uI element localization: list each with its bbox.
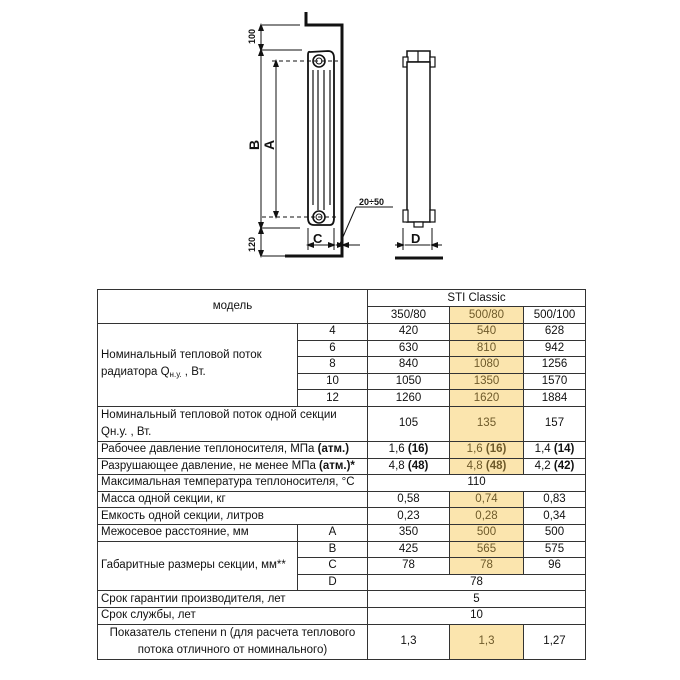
gap-label: 20÷50 — [359, 197, 384, 207]
cell: 96 — [524, 558, 586, 575]
axis-distance-label: Межосевое расстояние, мм — [98, 524, 298, 541]
dim-a-label: A — [261, 139, 277, 150]
cell: 1570 — [524, 373, 586, 390]
dim-d-label: D — [411, 231, 421, 246]
cell: 575 — [524, 541, 586, 558]
sections-count: 8 — [298, 357, 368, 374]
cell: 1050 — [368, 373, 450, 390]
table-row — [98, 458, 586, 475]
sections-count: 12 — [298, 390, 368, 407]
dim-100-label: 100 — [247, 28, 257, 44]
radiator-front-view — [308, 51, 334, 225]
dim-120-label: 120 — [247, 236, 257, 252]
cell: 1350 — [450, 373, 524, 390]
service-life-label: Срок службы, лет — [98, 607, 368, 624]
cell: 1,27 — [524, 624, 586, 659]
table-row — [98, 324, 586, 341]
cell: 565 — [450, 541, 524, 558]
cell: 0,28 — [450, 508, 524, 525]
cell: 1,6 (16) — [368, 441, 450, 458]
table-row — [98, 508, 586, 525]
model-500-100: 500/100 — [524, 307, 586, 324]
table-row — [98, 441, 586, 458]
sections-count: 4 — [298, 324, 368, 341]
volume-label: Емкость одной секции, литров — [98, 508, 368, 525]
cell: 630 — [368, 340, 450, 357]
header-row — [98, 290, 586, 307]
table-row — [98, 541, 586, 558]
burst-pressure-label: Разрушающее давление, не менее МПа (атм.)* — [98, 458, 368, 475]
cell: 0,34 — [524, 508, 586, 525]
cell: 540 — [450, 324, 524, 341]
cell: 840 — [368, 357, 450, 374]
cell: 1884 — [524, 390, 586, 407]
cell: 350 — [368, 524, 450, 541]
cell: 78 — [450, 558, 524, 575]
table-row — [98, 406, 586, 441]
cell: 0,83 — [524, 491, 586, 508]
table-row — [98, 491, 586, 508]
sub-label: A — [298, 524, 368, 541]
cell: 420 — [368, 324, 450, 341]
sub-label: C — [298, 558, 368, 575]
model-header: модель — [98, 290, 368, 324]
cell: 105 — [368, 406, 450, 441]
dim-c-label: C — [313, 231, 323, 246]
cell: 0,74 — [450, 491, 524, 508]
cell: 5 — [368, 591, 586, 608]
cell: 1,3 — [368, 624, 450, 659]
cell: 4,8 (48) — [450, 458, 524, 475]
cell: 157 — [524, 406, 586, 441]
cell: 500 — [524, 524, 586, 541]
radiator-side-view — [403, 51, 435, 227]
cell: 1080 — [450, 357, 524, 374]
cell: 1260 — [368, 390, 450, 407]
cell: 0,58 — [368, 491, 450, 508]
cell: 1620 — [450, 390, 524, 407]
cell: 4,2 (42) — [524, 458, 586, 475]
cell: 78 — [368, 574, 586, 591]
exponent-label: Показатель степени n (для расчета теплового потока отличного от номинального) — [98, 624, 368, 659]
cell: 110 — [368, 475, 586, 492]
cell: 10 — [368, 607, 586, 624]
sections-count: 6 — [298, 340, 368, 357]
section-flow-label: Номинальный тепловой поток одной секции Qн.у. , Вт. — [98, 406, 368, 441]
cell: 425 — [368, 541, 450, 558]
cell: 4,8 (48) — [368, 458, 450, 475]
table-row — [98, 475, 586, 492]
warranty-label: Срок гарантии производителя, лет — [98, 591, 368, 608]
dim-b-label: B — [246, 139, 262, 150]
sub-label: D — [298, 574, 368, 591]
model-500-80: 500/80 — [450, 307, 524, 324]
specification-table — [97, 289, 586, 660]
radiator-dimension-drawing — [0, 0, 680, 270]
model-350-80: 350/80 — [368, 307, 450, 324]
table-row — [98, 624, 586, 659]
working-pressure-label: Рабочее давление теплоносителя, МПа (атм.) — [98, 441, 368, 458]
cell: 1,6 (16) — [450, 441, 524, 458]
cell: 0,23 — [368, 508, 450, 525]
brand-header: STI Classic — [368, 290, 586, 307]
cell: 500 — [450, 524, 524, 541]
flow-label: Номинальный тепловой поток радиатора $Q_{н.у.}$ , Вт. — [98, 324, 298, 407]
cell: 942 — [524, 340, 586, 357]
mass-label: Масса одной секции, кг — [98, 491, 368, 508]
cell: 628 — [524, 324, 586, 341]
sections-count: 10 — [298, 373, 368, 390]
sub-label: B — [298, 541, 368, 558]
table-row — [98, 524, 586, 541]
table-row — [98, 591, 586, 608]
cell: 1,4 (14) — [524, 441, 586, 458]
table-row — [98, 607, 586, 624]
dimensions-label: Габаритные размеры секции, мм** — [98, 541, 298, 591]
cell: 78 — [368, 558, 450, 575]
cell: 135 — [450, 406, 524, 441]
cell: 1,3 — [450, 624, 524, 659]
cell: 810 — [450, 340, 524, 357]
cell: 1256 — [524, 357, 586, 374]
max-temp-label: Максимальная температура теплоносителя, °С — [98, 475, 368, 492]
